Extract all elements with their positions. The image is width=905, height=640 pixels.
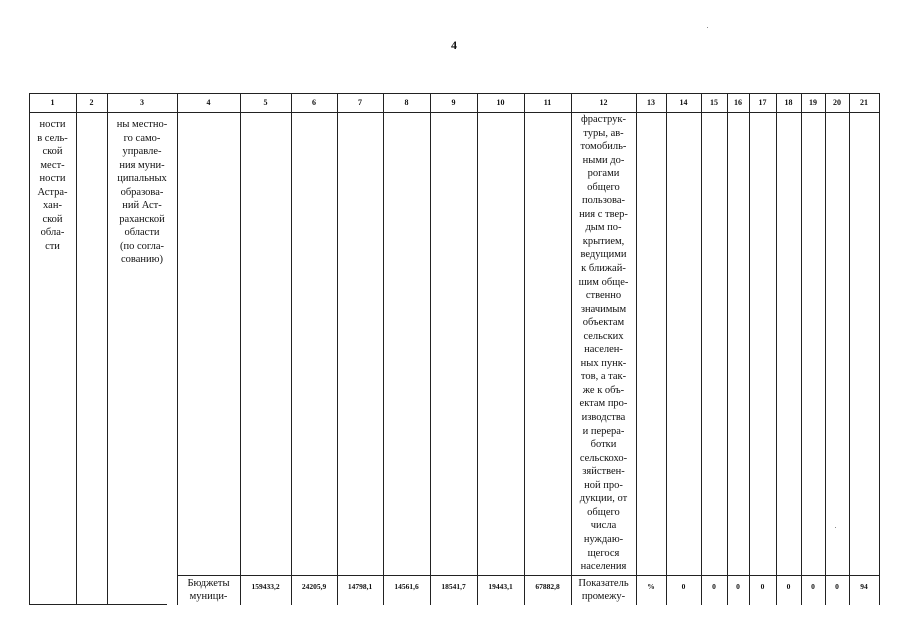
- text-line: томобиль-: [580, 141, 627, 153]
- text-line: Показатель: [578, 578, 629, 589]
- value-cell: 0: [760, 582, 765, 591]
- header-cell: 6: [312, 98, 316, 107]
- value-cell: 0: [736, 582, 740, 591]
- text-line: раханской: [119, 213, 165, 225]
- text-line: (по согла-: [119, 240, 165, 252]
- col-border: [240, 93, 241, 605]
- text-line: в сель-: [37, 132, 68, 144]
- value-cell: 0: [811, 582, 815, 591]
- scan-speck: [835, 527, 836, 528]
- text-line: ботки: [590, 439, 617, 451]
- text-line: образова-: [120, 186, 164, 198]
- text-line: дым по-: [585, 222, 622, 234]
- text-line: ственно: [585, 290, 622, 302]
- header-cell: 10: [496, 98, 505, 107]
- text-line: пользова-: [581, 195, 626, 207]
- text-line: обла-: [40, 227, 65, 239]
- header-cell: 12: [599, 98, 608, 107]
- header-cell: 21: [860, 98, 868, 107]
- cell-col12-text: [571, 113, 636, 574]
- value-cell: 0: [681, 582, 686, 591]
- page-number: 4: [451, 38, 457, 52]
- unit-cell: %: [647, 582, 655, 591]
- text-line: населен-: [584, 344, 623, 356]
- header-cell: 15: [710, 98, 718, 107]
- cell-col12-row2-text: [571, 577, 636, 603]
- text-line: изводства: [581, 412, 626, 424]
- text-line: объектам: [582, 317, 625, 329]
- col-border: [524, 93, 525, 605]
- text-line: мест-: [40, 159, 65, 171]
- col-border: [477, 93, 478, 605]
- text-line: Астра-: [37, 186, 68, 198]
- col-border: [430, 93, 431, 605]
- header-cell: 4: [206, 98, 211, 107]
- table-top-border: [29, 93, 880, 94]
- col-border: [666, 93, 667, 605]
- value-cell: 67882,8: [535, 582, 560, 591]
- value-cell: 14798,1: [347, 582, 373, 591]
- text-line: сельских: [583, 330, 624, 342]
- col-border: [879, 93, 880, 605]
- text-line: ведущими: [580, 249, 627, 261]
- col-border: [825, 93, 826, 605]
- value-cell: 159433,2: [251, 582, 280, 591]
- header-cell: 19: [809, 98, 817, 107]
- table-bottom-border: [29, 604, 167, 605]
- cell-col3-text: [107, 118, 177, 267]
- text-line: крытием,: [582, 235, 625, 247]
- header-cell: 9: [451, 98, 456, 107]
- text-line: ных пунк-: [580, 357, 627, 369]
- col-border: [701, 93, 702, 605]
- header-bottom-border: [29, 112, 880, 113]
- text-line: ектам про-: [579, 398, 628, 410]
- text-line: сти: [45, 240, 60, 252]
- value-cell: 14561,6: [394, 582, 419, 591]
- text-line: ния с твер-: [579, 208, 628, 220]
- text-line: управле-: [122, 146, 162, 158]
- text-line: ской: [42, 146, 63, 158]
- text-line: ной про-: [584, 479, 623, 491]
- text-line: ской: [42, 213, 63, 225]
- text-line: ний Аст-: [122, 200, 162, 212]
- header-cell: 11: [543, 98, 552, 107]
- text-line: и перера-: [582, 425, 625, 437]
- row-separator: [177, 575, 880, 576]
- header-cell: 5: [263, 98, 268, 107]
- header-cell: 7: [358, 98, 362, 107]
- col-border: [291, 93, 292, 605]
- col-border: [776, 93, 777, 605]
- header-cell: 13: [647, 98, 655, 107]
- text-line: ности: [39, 173, 66, 185]
- col-border: [76, 93, 77, 605]
- header-cell: 18: [784, 98, 793, 107]
- col-border: [636, 93, 637, 605]
- value-cell: 24205,9: [301, 582, 327, 591]
- scan-speck: [707, 27, 708, 28]
- text-line: дукции, от: [579, 493, 628, 505]
- text-line: нуждаю-: [583, 533, 624, 545]
- text-line: ципальных: [117, 173, 167, 185]
- value-cell: 18541,7: [441, 582, 466, 591]
- text-line: населения: [580, 561, 627, 573]
- text-line: Бюджеты: [187, 578, 230, 589]
- text-line: ны местно-: [116, 119, 168, 130]
- text-line: промежу-: [581, 591, 626, 602]
- header-cell: 1: [50, 98, 55, 107]
- text-line: ности: [39, 119, 66, 130]
- header-cell: 16: [734, 98, 742, 107]
- header-cell: 17: [758, 98, 767, 107]
- header-cell: 14: [679, 98, 688, 107]
- text-line: зяйствен-: [582, 466, 625, 478]
- col-border: [383, 93, 384, 605]
- text-line: муници-: [189, 591, 228, 602]
- text-line: сельскохо-: [579, 452, 628, 464]
- text-line: общего: [587, 506, 620, 518]
- text-line: же к объ-: [582, 384, 625, 396]
- header-cell: 20: [833, 98, 841, 107]
- col-border: [727, 93, 728, 605]
- text-line: рогами: [587, 168, 620, 180]
- value-cell: 0: [786, 582, 791, 591]
- col-border: [849, 93, 850, 605]
- text-line: туры, ав-: [583, 127, 624, 139]
- text-line: к ближай-: [581, 263, 626, 275]
- text-line: шим обще-: [578, 276, 629, 288]
- text-line: области: [124, 227, 160, 239]
- header-cell: 3: [140, 98, 144, 107]
- text-line: го само-: [123, 132, 161, 144]
- col-border: [177, 93, 178, 605]
- value-cell: 0: [712, 582, 716, 591]
- text-line: числа: [590, 520, 617, 532]
- text-line: общего: [587, 181, 620, 193]
- text-line: щегося: [587, 547, 620, 559]
- value-cell: 94: [860, 582, 868, 591]
- value-cell: 0: [835, 582, 839, 591]
- text-line: хан-: [43, 200, 62, 212]
- cell-col4-text: [177, 577, 240, 603]
- text-line: значимым: [580, 303, 627, 315]
- header-cell: 2: [89, 98, 94, 107]
- col-border: [749, 93, 750, 605]
- text-line: сованию): [121, 254, 163, 266]
- value-cell: 19443,1: [488, 582, 513, 591]
- text-line: ными до-: [582, 154, 625, 166]
- col-border: [801, 93, 802, 605]
- text-line: ния муни-: [119, 159, 165, 171]
- text-line: тов, а так-: [580, 371, 627, 383]
- header-cell: 8: [404, 98, 409, 107]
- text-line: фраструк-: [580, 114, 627, 125]
- cell-col1-text: [29, 118, 76, 253]
- col-border: [337, 93, 338, 605]
